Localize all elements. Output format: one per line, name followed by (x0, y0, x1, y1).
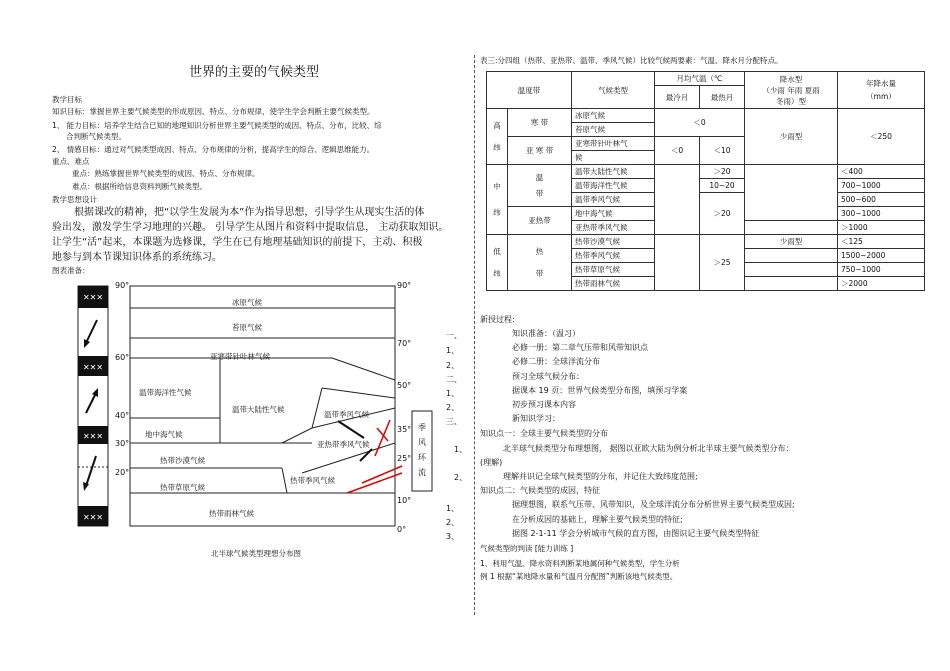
text-line: 知识准备：（温习） (512, 329, 580, 338)
climate-cell: 亚寒带针叶林气 (572, 137, 655, 151)
precip-cell: 少雨型 (745, 235, 838, 249)
text-line: 知识点二：气候类型的成因，特征 (480, 486, 600, 495)
hottest-cell: ＞20 (700, 165, 745, 179)
region-label: 温带海洋性气候 (139, 388, 192, 397)
zone-low: 低 纬 (487, 235, 508, 291)
text-line: 理解并识记全球气候类型的分布，并记住大致纬度范围; (503, 472, 698, 481)
outline-mark: 2、 (446, 361, 460, 370)
design-line: 根据课改的精神，把“以学生发展为本”作为指导思想，引导学生从现实生活的体 (74, 207, 425, 218)
climate-cell: 热带沙漠气候 (572, 235, 655, 249)
region-label: 亚寒带针叶林气候 (210, 352, 270, 361)
wind-belt-strip (78, 286, 108, 526)
region-label: 热带沙漠气候 (160, 456, 205, 465)
goals-heading: 教学目标 (52, 95, 82, 104)
chart-prep-label: 图表准备： (52, 266, 90, 275)
ability-goal-cont: 合判断气候类型。 (66, 132, 126, 141)
text-line: 据理想图，联系气压带、风带知识，及全球洋流分布分析世界主要气候类型成因; (512, 500, 795, 509)
svg-text:✕✕✕: ✕✕✕ (82, 432, 104, 441)
text-line: (理解) (480, 458, 503, 467)
low-coldest-empty (655, 235, 700, 291)
lat-tick: 90° (397, 281, 412, 290)
text-line: 预习全球气候分布： (512, 372, 584, 381)
text-line: 新知识学习： (512, 414, 560, 423)
outline-mark: 一、 (446, 331, 462, 340)
lat-tick: 30° (115, 439, 130, 448)
text-line: 在分析成因的基础上，理解主要气候类型的特征; (512, 515, 683, 524)
text-line: 知识点一：全球主要气候类型的分布 (480, 429, 608, 438)
text-line: 必修一册：第二章气压带和风带知识点 (512, 343, 648, 352)
text-line: 据图 2-1-11 学会分析城市气候的直方图，由图识记主要气候类型特征 (512, 529, 760, 538)
region-label: 热带草原气候 (160, 483, 205, 492)
precip-empty (745, 277, 838, 291)
outline-mark: 二、 (446, 375, 462, 384)
annual-cell: 750~1000 (838, 263, 925, 277)
header-zone: 温度带 (487, 72, 572, 109)
lat-tick: 20° (115, 468, 130, 477)
lat-tick: 70° (397, 339, 412, 348)
zone-mid: 中 纬 (487, 165, 508, 235)
header-climate: 气候类型 (572, 72, 655, 109)
outline-mark: 2、 (446, 518, 460, 527)
key-point: 重点：熟练掌握世界气候类型的成因、特点、分布规律。 (72, 169, 260, 178)
text-line: 1、利用气温、降水资料判断某地属何种气候类型，学生分析 (480, 559, 680, 568)
lat-tick: 50° (397, 381, 412, 390)
region-label: 温带大陆性气候 (232, 405, 285, 414)
lat-tick: 35° (397, 425, 412, 434)
text-line: 例 1 根据“某地降水量和气温月分配图”判断该地气候类型。 (480, 572, 678, 581)
climate-cell: 热带季风气候 (572, 249, 655, 263)
low-hottest: ＞25 (700, 235, 745, 291)
region-label: 温带季风气候 (324, 410, 369, 419)
column-divider (474, 55, 475, 615)
lat-tick: 60° (115, 353, 130, 362)
subzone-temperate: 温 带 (508, 165, 572, 207)
text-line: 北半球气候类型分布理想图， 据图以亚欧大陆为例分析北半球主要气候类型分布： (503, 444, 794, 453)
svg-text:✕✕✕: ✕✕✕ (82, 293, 104, 302)
design-line: 让学生“活”起来，本课题为选修课，学生在已有地理基础知识的前提下，主动、积极 (52, 237, 423, 248)
climate-cell: 候 (572, 151, 655, 165)
text-line: 必修二册：全球洋流分布 (512, 357, 600, 366)
climate-cell: 热带雨林气候 (572, 277, 655, 291)
lat-tick: 40° (115, 411, 130, 420)
emotion-goal: 2、 情感目标：通过对气候类型成因、特点、分布规律的分析，提高学生的综合、逻辑思维能力。 (52, 145, 375, 154)
annual-cell: 700~1000 (838, 179, 925, 193)
annual-cell: 300~1000 (838, 207, 925, 221)
precip-empty (745, 249, 838, 263)
region-label: 地中海气候 (145, 430, 183, 439)
annual-cell: ＞2000 (838, 277, 925, 291)
region-label: 热带雨林气候 (209, 509, 254, 518)
text-line: 气候类型的判读 [能力训练 ] (480, 544, 574, 553)
annual-cell: 500~600 (838, 193, 925, 207)
outline-mark: 2、 (446, 403, 460, 412)
knowledge-goal: 知识目标：掌握世界主要气候类型的形成原因、特点、分布规律，使学生学会判断主要气候类型。 (52, 107, 375, 116)
svg-text:✕✕✕: ✕✕✕ (82, 363, 104, 372)
outline-mark: 三、 (446, 417, 462, 426)
page-title: 世界的主要的气候类型 (189, 65, 320, 80)
region-label: 热带季风气候 (290, 476, 335, 485)
monsoon-label: 季风环流 (418, 423, 426, 477)
key-difficult-heading: 重点、难点 (52, 157, 90, 166)
region-label: 亚热带季风气候 (317, 440, 370, 449)
header-precip-type: 降水型 （少雨 年雨 夏雨 冬雨）型 (745, 72, 838, 109)
lat-tick: 10° (397, 496, 412, 505)
annual-cell: ＞1000 (838, 221, 925, 235)
outline-mark: 1、 (446, 389, 460, 398)
header-coldest: 最冷月 (655, 86, 700, 109)
mid-precip-empty (745, 165, 838, 221)
design-line: 验出发，激发学生学习地理的兴趣。 引导学生从图片和资料中提取信息， 主动获取知识。 (52, 222, 449, 233)
annual-cell: 1500~2000 (838, 249, 925, 263)
cold-temp: ＜0 (655, 109, 745, 137)
lat-tick: 90° (115, 281, 130, 290)
svg-text:✕✕✕: ✕✕✕ (82, 513, 104, 522)
outline-mark: 1、 (446, 504, 460, 513)
ability-goal: 1、 能力目标：培养学生结合已知的地理知识分析世界主要气候类型的成因、特点、分布，比较、综 (52, 121, 382, 130)
climate-cell: 苔原气候 (572, 123, 655, 137)
table-caption: 表三:分四组（热带、亚热带、温带、季风气候）比较气候两要素：气温、降水月分配特点。 (480, 56, 783, 65)
region-label: 冰原气候 (232, 298, 262, 307)
annual-cell: ＜400 (838, 165, 925, 179)
lat-tick: 25° (397, 454, 412, 463)
subzone-subtropic: 亚热带 (508, 207, 572, 235)
precip-empty (745, 221, 838, 235)
text-line: 初步预习课本内容 (512, 400, 576, 409)
climate-cell: 亚热带季风气候 (572, 221, 655, 235)
design-line: 地参与到本节课知识体系的系统练习。 (52, 252, 222, 263)
header-temp: 月均气温（℃ (655, 72, 745, 86)
cold-precip: 少雨型 (745, 109, 838, 165)
header-hottest: 最热月 (700, 86, 745, 109)
difficult-point: 难点：根据所给信息资料判断气候类型。 (72, 182, 207, 191)
climate-cell: 温带海洋性气候 (572, 179, 655, 193)
region-label: 苔原气候 (232, 323, 262, 332)
header-annual: 年降水量 （mm） (838, 72, 925, 109)
annual-cell: ＜125 (838, 235, 925, 249)
text-line: 新授过程: (480, 315, 515, 324)
subcold-coldest: ＜0 (655, 137, 700, 165)
wind-arrows (338, 420, 402, 493)
subzone-subcold: 亚 寒 带 (508, 137, 572, 165)
subzone-cold: 寒 带 (508, 109, 572, 137)
climate-cell: 冰原气候 (572, 109, 655, 123)
cold-annual: ＜250 (838, 109, 925, 165)
climate-cell: 热带草原气候 (572, 263, 655, 277)
mid-hottest: ＞20 (700, 193, 745, 235)
hottest-cell: 10~20 (700, 179, 745, 193)
diagram-caption: 北半球气候类型理想分布图 (211, 549, 301, 558)
outline-mark: 1、 (446, 346, 460, 355)
climate-cell: 地中海气候 (572, 207, 655, 221)
climate-cell: 温带大陆性气候 (572, 165, 655, 179)
zone-high: 高 纬 (487, 109, 508, 165)
outline-mark: 3、 (446, 532, 460, 541)
lat-tick: 0° (397, 525, 407, 534)
subzone-tropic: 热 带 (508, 235, 572, 291)
precip-empty (745, 263, 838, 277)
text-line: 据课本 19 页：世界气候类型分布图，填预习学案 (512, 386, 688, 395)
outline-mark: 1、 (454, 445, 468, 454)
climate-comparison-table (486, 71, 925, 291)
design-heading: 教学思想设计 (52, 195, 97, 204)
mid-coldest-empty (655, 165, 700, 235)
outline-mark: 2、 (454, 473, 468, 482)
subcold-hottest: ＜10 (700, 137, 745, 165)
climate-cell: 温带季风气候 (572, 193, 655, 207)
